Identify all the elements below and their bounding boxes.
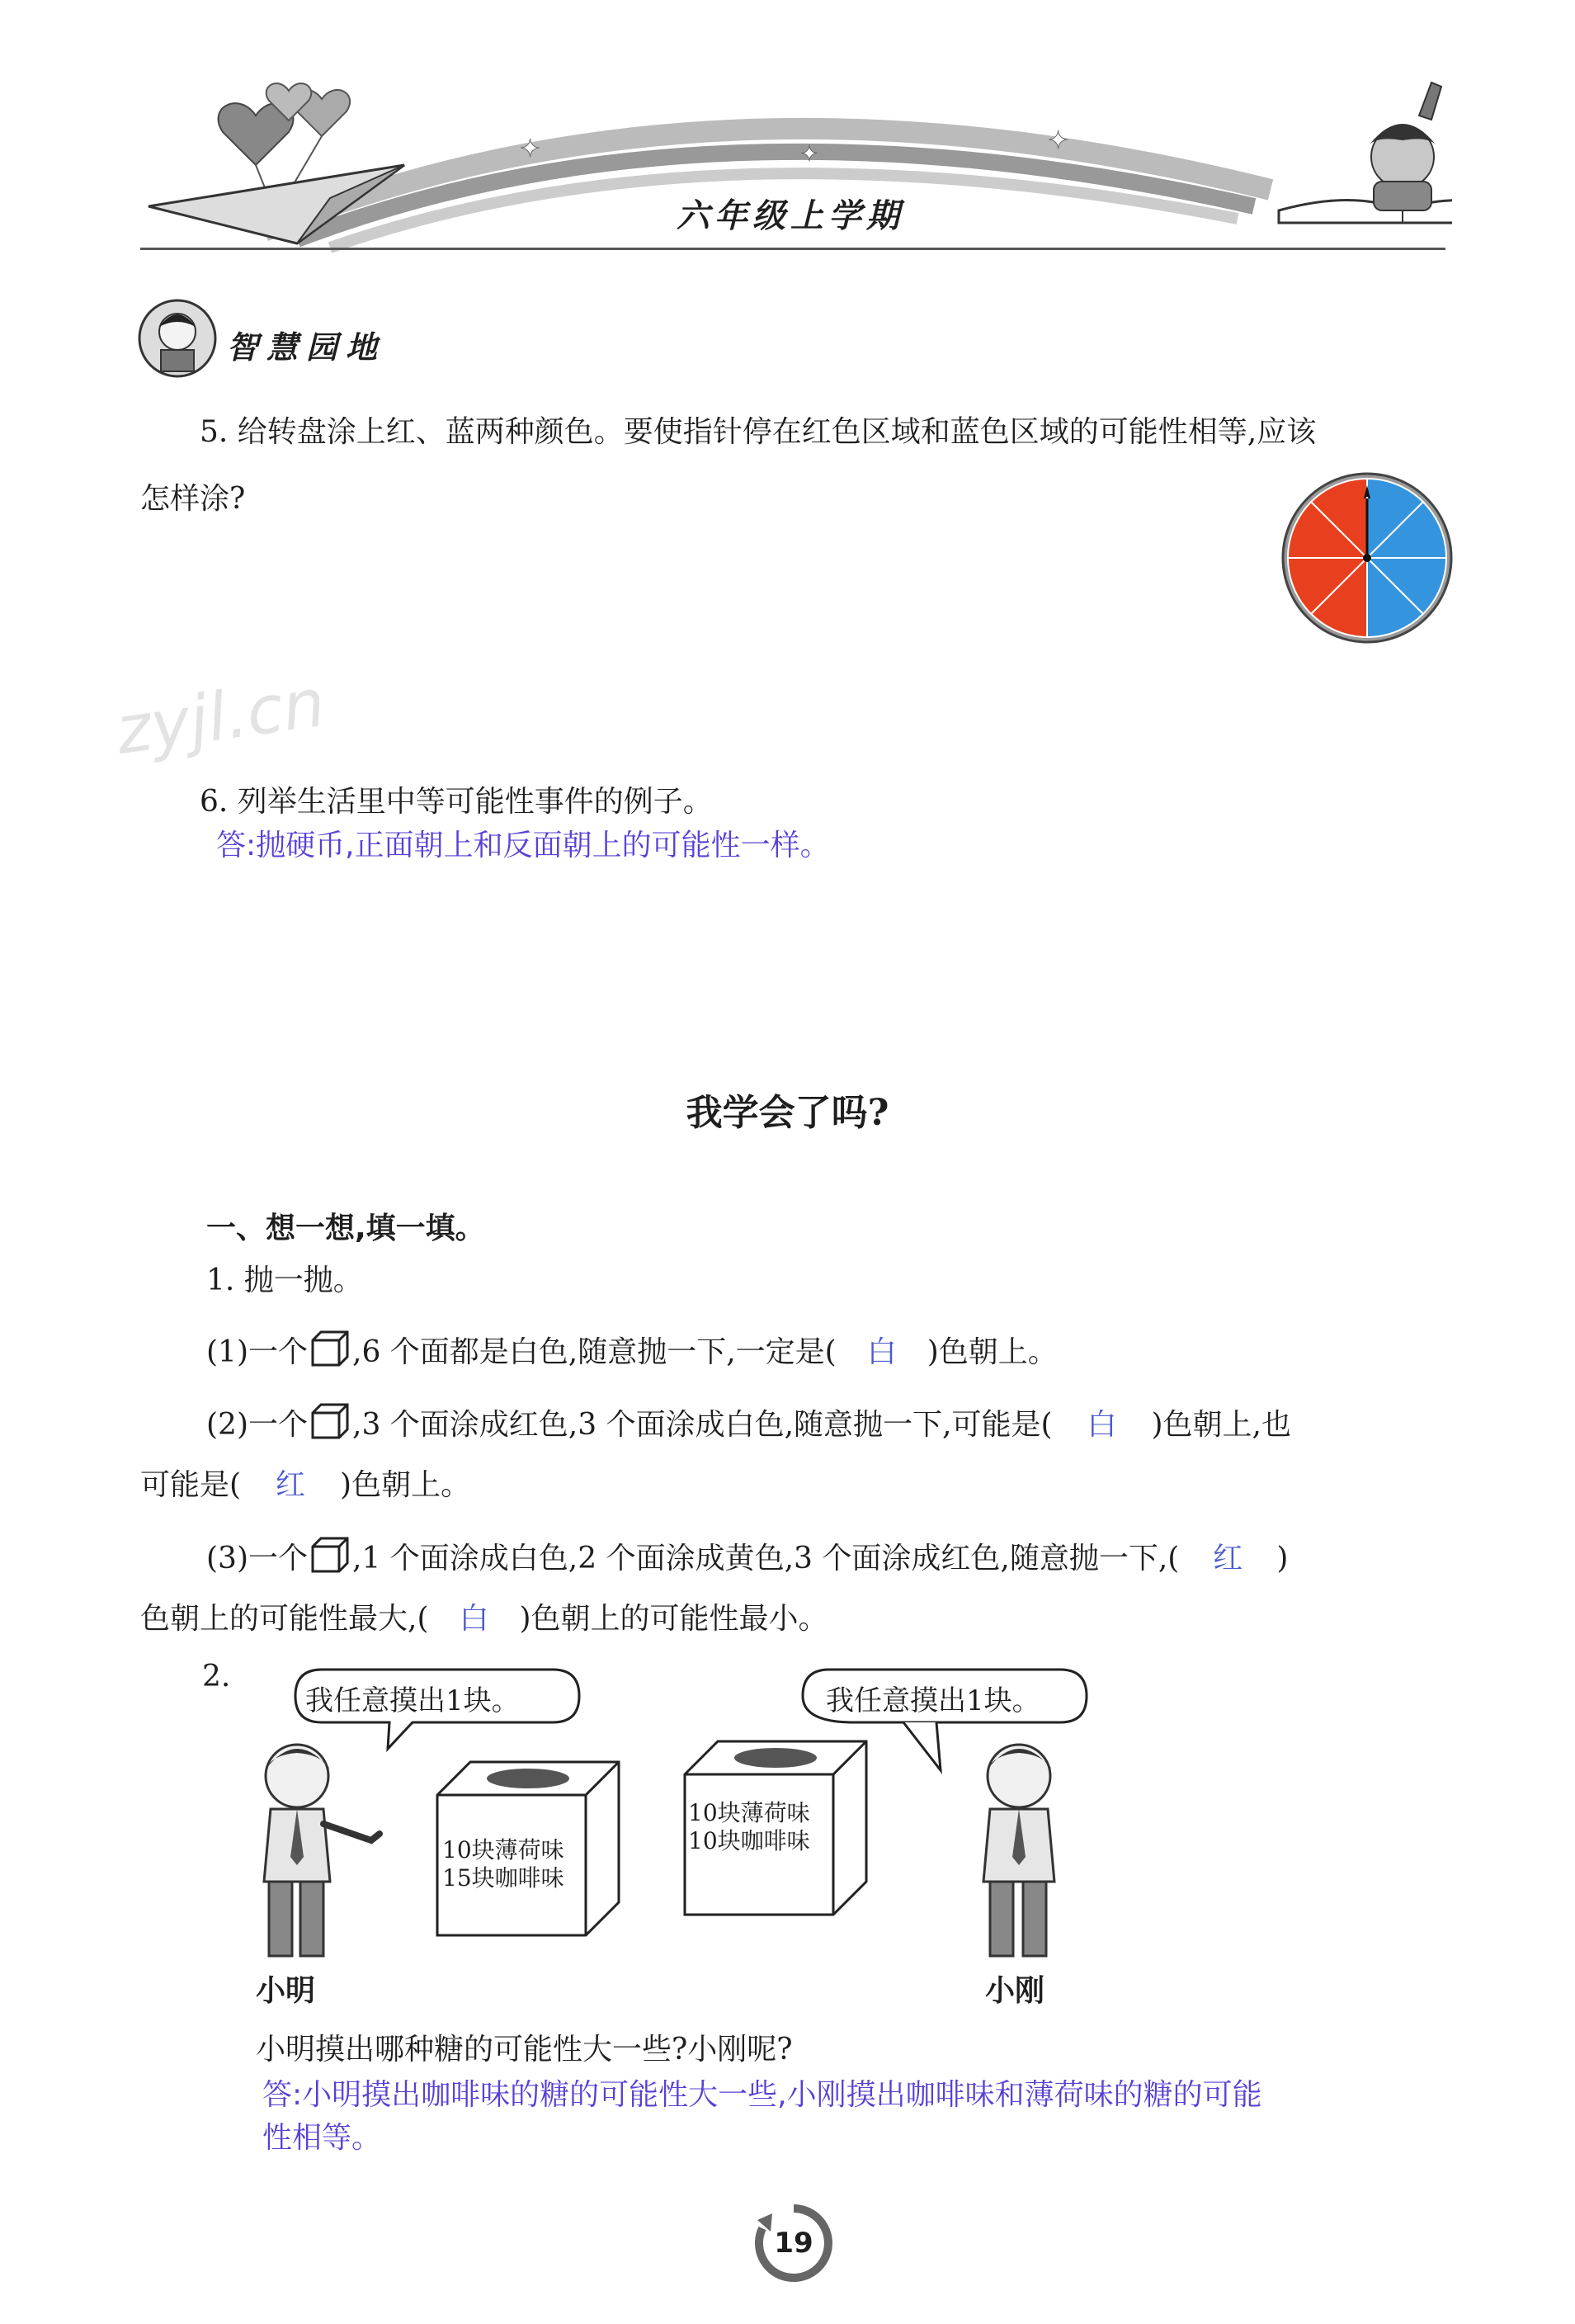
spinner-hub — [1363, 554, 1371, 562]
q1-3-line2 — [140, 1601, 828, 1637]
q2-answer-line2: 性相等。 — [262, 2121, 382, 2155]
q6-answer: 答:抛硬币,正面朝上和反面朝上的可能性一样。 — [216, 829, 830, 862]
svg-text:✦: ✦ — [800, 142, 818, 167]
q1-2-mid: ,3 个面涂成红色,3 个面涂成白色,随意抛一下,可能是( — [352, 1408, 1053, 1442]
q2-answer-line1: 答:小明摸出咖啡味的糖的可能性大一些,小刚摸出咖啡味和薄荷味的糖的可能 — [262, 2078, 1262, 2112]
q2-number: 2. — [202, 1660, 231, 1693]
boy-reading-icon — [136, 297, 219, 380]
q1-2-line2 — [140, 1467, 470, 1504]
q1-3-mid: ,1 个面涂成白色,2 个面涂成黄色,3 个面涂成红色,随意抛一下,( — [352, 1542, 1180, 1575]
box-right — [677, 1733, 875, 1931]
q1-1 — [206, 1329, 1058, 1371]
q1-3-line2-pre: 色朝上的可能性最大,( — [140, 1602, 429, 1636]
q1-3-blank1: 红 — [1213, 1542, 1243, 1575]
box-right-line2: 10块咖啡味 — [688, 1827, 810, 1854]
spinner — [1280, 471, 1454, 645]
boy-xiaoming — [239, 1733, 388, 1964]
q1-2-line1 — [206, 1401, 1291, 1443]
q1-2-line2-post: )色朝上。 — [340, 1468, 471, 1502]
q5-line1: 5. 给转盘涂上红、蓝两种颜色。要使指针停在红色区域和蓝色区域的可能性相等,应该 — [200, 415, 1317, 449]
q1-3-end1: ) — [1276, 1542, 1289, 1575]
svg-text:✦: ✦ — [520, 135, 541, 163]
section-badge-label: 智慧园地 — [227, 329, 386, 366]
cube-icon — [309, 1401, 351, 1439]
name-left: 小明 — [256, 1974, 316, 2008]
bubble-right-text: 我任意摸出1块。 — [826, 1684, 1040, 1717]
q1-3-blank2: 白 — [459, 1602, 489, 1636]
q1-2-blank2: 红 — [276, 1468, 306, 1502]
q1-1-post: )色朝上。 — [927, 1335, 1058, 1369]
q1-2-line2-pre: 可能是( — [140, 1468, 242, 1502]
box-left-line1: 10块薄荷味 — [442, 1836, 564, 1863]
cube-icon — [309, 1535, 351, 1573]
page-number-badge — [754, 2204, 833, 2283]
q1-3-line2-post: )色朝上的可能性最小。 — [519, 1602, 828, 1636]
name-right: 小刚 — [985, 1974, 1045, 2008]
box-left — [429, 1754, 627, 1952]
q1-3-pre: (3)一个 — [206, 1542, 308, 1575]
q1-2-pre: (2)一个 — [206, 1408, 308, 1442]
q1-2-mid2: )色朝上,也 — [1151, 1408, 1292, 1442]
svg-text:✦: ✦ — [1048, 126, 1069, 155]
q6-text: 6. 列举生活里中等可能性事件的例子。 — [200, 785, 713, 819]
q1-1-blank: 白 — [866, 1335, 897, 1369]
q1-1-mid: ,6 个面都是白色,随意抛一下,一定是( — [352, 1335, 837, 1369]
part1-heading: 一、想一想,填一填。 — [206, 1212, 485, 1245]
q1-1-pre: (1)一个 — [206, 1335, 308, 1369]
box-left-line2: 15块咖啡味 — [442, 1864, 564, 1892]
review-title: 我学会了吗? — [686, 1092, 889, 1134]
q2-question: 小明摸出哪种糖的可能性大一些?小刚呢? — [256, 2033, 793, 2067]
page-number: 19 — [774, 2227, 813, 2260]
q5-line2: 怎样涂? — [140, 482, 246, 516]
q1-title: 1. 抛一抛。 — [206, 1264, 363, 1297]
header-title: 六年级上学期 — [677, 197, 904, 235]
q1-2-blank1: 白 — [1087, 1408, 1117, 1442]
watermark: zyjl.cn — [111, 664, 330, 770]
header-rule — [140, 248, 1445, 250]
header-banner — [132, 66, 1452, 256]
box-right-line1: 10块薄荷味 — [688, 1799, 810, 1826]
q1-3-line1 — [206, 1535, 1288, 1577]
bubble-left-text: 我任意摸出1块。 — [305, 1684, 520, 1717]
cube-icon — [309, 1329, 351, 1367]
boy-xiaogang — [957, 1733, 1081, 1964]
